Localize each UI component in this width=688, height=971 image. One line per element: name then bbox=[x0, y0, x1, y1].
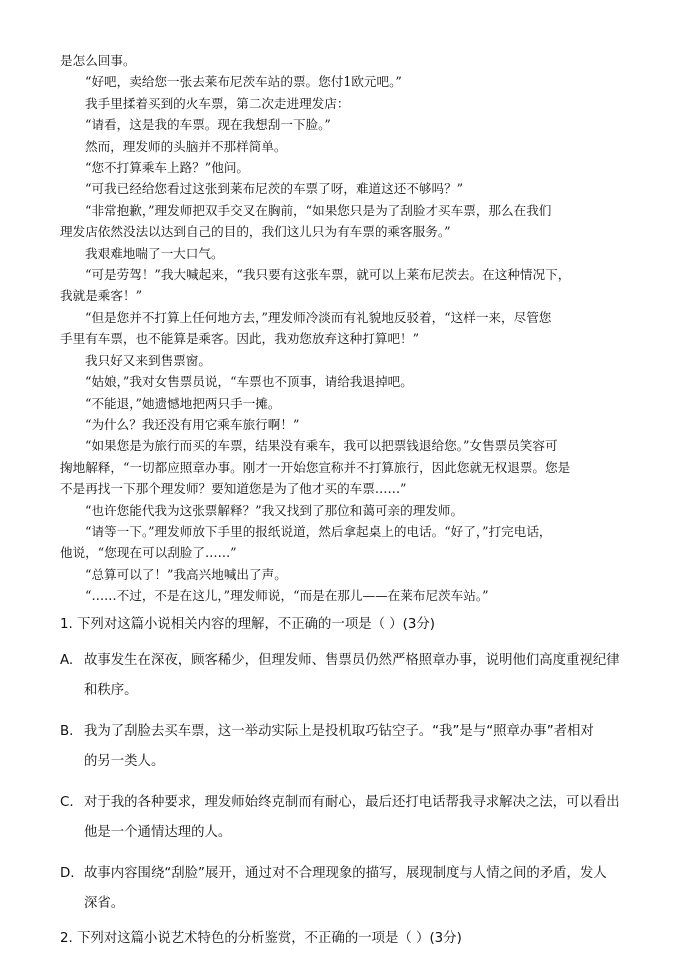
story-line: “姑娘，”我对女售票员说，“车票也不顶事，请给我退掉吧。 bbox=[85, 374, 413, 390]
question-1-option-d bbox=[60, 859, 640, 919]
story-line: 然而，理发师的头脑并不那样简单。 bbox=[85, 138, 287, 154]
option-text-line1: 我为了刮脸去买车票，这一举动实际上是投机取巧钻空子。“我”是与“照章办事”者相对 bbox=[84, 724, 594, 739]
question-1-stem: 1. 下列对这篇小说相关内容的理解，不正确的一项是（ ）(3分) bbox=[60, 617, 436, 632]
question-1-option-b bbox=[60, 717, 640, 777]
story-line: “可是劳驾！”我大喊起来，“我只要有这张车票，就可以上莱布尼茨去。在这种情况下， bbox=[85, 267, 571, 283]
story-line: 是怎么回事。 bbox=[60, 53, 136, 68]
story-line: 理发店依然没法以达到自己的目的，我们这儿只为有车票的乘客服务。” bbox=[60, 224, 451, 240]
story-line: “……不过，不是在这儿，”理发师说，“而是在那儿——在莱布尼茨车站。” bbox=[85, 588, 489, 604]
option-text-line2: 深省。 bbox=[84, 896, 125, 911]
story-line: 他说，“您现在可以刮脸了……” bbox=[60, 545, 237, 561]
story-passage bbox=[60, 50, 640, 607]
question-1-option-a bbox=[60, 646, 640, 706]
story-line: 我就是乘客！” bbox=[60, 288, 143, 304]
question-2-stem: 2. 下列对这篇小说艺术特色的分析鉴赏，不正确的一项是（ ）(3分) bbox=[60, 931, 462, 946]
story-line: 不是再找一下那个理发师？要知道您是为了他才买的车票……” bbox=[60, 481, 407, 497]
story-line: “不能退，”她遗憾地把两只手一摊。 bbox=[85, 395, 281, 411]
story-line: “总算可以了！”我高兴地喊出了声。 bbox=[85, 566, 287, 582]
story-line: 掬地解释，“一切都应照章办事。刚才一开始您宣称并不打算旅行，因此您就无权退票。您是 bbox=[60, 459, 571, 475]
option-text-line2: 他是一个通情达理的人。 bbox=[84, 825, 232, 840]
story-line: “如果您是为旅行而买的车票，结果没有乘车，我可以把票钱退给您。”女售票员笑容可 bbox=[85, 438, 558, 454]
option-letter: B. bbox=[60, 724, 74, 739]
option-letter: A. bbox=[60, 653, 74, 668]
option-text-line2: 和秩序。 bbox=[84, 683, 138, 698]
option-letter: C. bbox=[60, 795, 74, 810]
questions-section bbox=[60, 615, 640, 949]
story-line: “非常抱歉，”理发师把双手交叉在胸前，“如果您只是为了刮脸才买车票，那么在我们 bbox=[85, 202, 552, 218]
story-line: “可我已经给您看过这张到莱布尼茨的车票了呀，难道这还不够吗？” bbox=[85, 181, 464, 197]
story-line: “您不打算乘车上路？”他问。 bbox=[85, 160, 250, 176]
option-text-line2: 的另一类人。 bbox=[84, 754, 165, 769]
option-letter: D. bbox=[60, 866, 75, 881]
story-line: “也许您能代我为这张票解释？”我又找到了那位和蔼可亲的理发师。 bbox=[85, 502, 464, 518]
story-line: “请看，这是我的车票。现在我想刮一下脸。” bbox=[85, 117, 331, 133]
option-text-line1: 对于我的各种要求，理发师始终克制而有耐心，最后还打电话帮我寻求解决之法，可以看出 bbox=[84, 795, 620, 810]
option-text-line1: 故事内容围绕“刮脸”展开，通过对不合理现象的描写，展现制度与人情之间的矛盾，发人 bbox=[84, 866, 607, 881]
story-line: “但是您并不打算上任何地方去，”理发师冷淡而有礼貌地反驳着，“这样一来，尽管您 bbox=[85, 309, 552, 325]
story-line: “为什么？我还没有用它乘车旅行啊！” bbox=[85, 416, 300, 432]
option-text-line1: 故事发生在深夜，顾客稀少，但理发师、售票员仍然严格照章办事，说明他们高度重视纪律 bbox=[84, 653, 620, 668]
question-1-option-c bbox=[60, 788, 640, 848]
story-line: “好吧，卖给您一张去莱布尼茨车站的票。您付1欧元吧。” bbox=[85, 74, 402, 90]
story-line: “请等一下。”理发师放下手里的报纸说道，然后拿起桌上的电话。“好了，”打完电话， bbox=[85, 523, 552, 539]
story-line: 我手里揉着买到的火车票，第二次走进理发店： bbox=[85, 95, 350, 111]
story-line: 我只好又来到售票窗。 bbox=[85, 352, 211, 368]
story-line: 手里有车票，也不能算是乘客。因此，我劝您放弃这种打算吧！” bbox=[60, 331, 420, 347]
story-line: 我艰难地喘了一大口气。 bbox=[85, 245, 224, 261]
